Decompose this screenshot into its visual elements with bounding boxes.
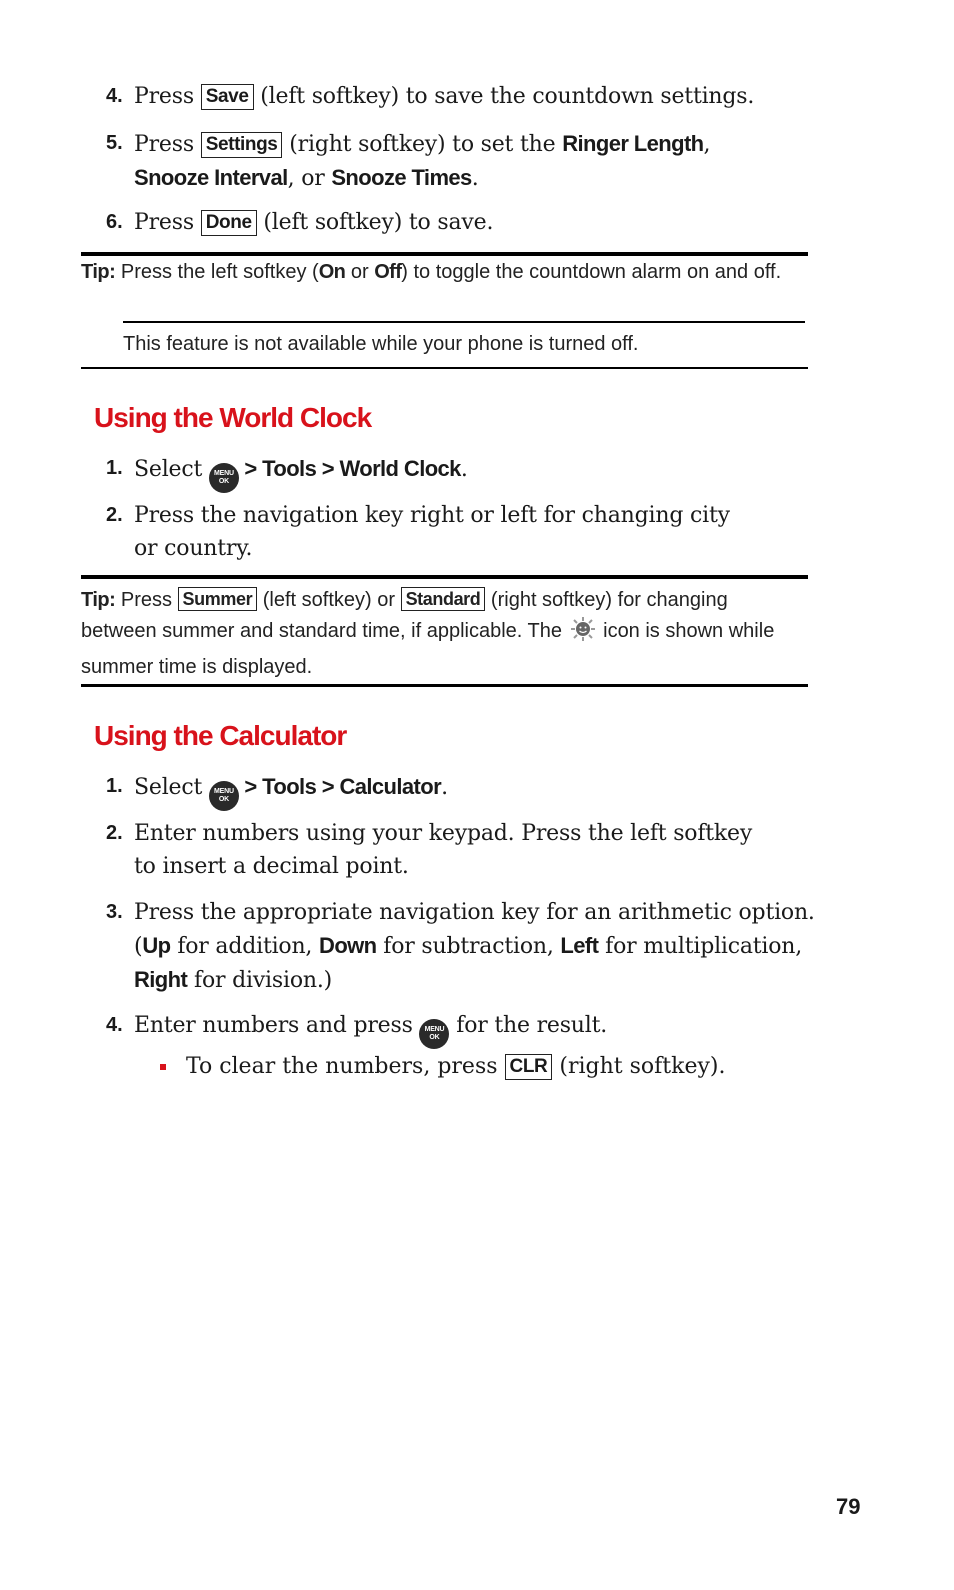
summer-time-sun-icon xyxy=(568,616,598,652)
step-number: 1. xyxy=(106,457,123,479)
calculator-clear-bullet: To clear the numbers, press CLR (right softkey). xyxy=(160,1050,810,1083)
tip-bottom-rule xyxy=(81,367,808,369)
tip-summer-time: Tip: Press Summer (left softkey) or Standard (right softkey) for changing between summer and standard time, if applicable. The icon is shown while summer time is displayed. xyxy=(81,589,775,678)
settings-softkey-label: Settings xyxy=(201,132,283,158)
off-term: Off xyxy=(374,261,402,283)
tip-label: Tip: xyxy=(81,261,116,283)
tip-top-rule xyxy=(81,252,808,256)
down-term: Down xyxy=(319,933,377,958)
step-number: 2. xyxy=(106,504,123,526)
done-softkey-label: Done xyxy=(201,210,257,236)
menu-ok-key-icon: MENU OK xyxy=(209,463,239,493)
step-4-save: 4. Press Save (left softkey) to save the countdown settings. xyxy=(106,80,826,113)
calculator-step-2: 2. Enter numbers using your keypad. Press the left softkey to insert a decimal point. xyxy=(106,817,826,883)
summer-softkey-label: Summer xyxy=(178,587,258,611)
world-clock-step-2: 2. Press the navigation key right or left for changing city or country. xyxy=(106,499,826,565)
heading-world-clock: Using the World Clock xyxy=(94,402,372,433)
snooze-times-term: Snooze Times xyxy=(331,165,472,190)
tip-countdown: Tip: Press the left softkey (On or Off) to toggle the countdown alarm on and off. xyxy=(81,261,782,283)
standard-softkey-label: Standard xyxy=(401,587,486,611)
on-term: On xyxy=(318,261,346,283)
step-number: 5. xyxy=(106,132,123,154)
red-square-bullet-icon xyxy=(160,1064,166,1070)
tip2-top-rule xyxy=(81,575,808,579)
up-term: Up xyxy=(142,933,171,958)
step-number: 2. xyxy=(106,822,123,844)
tip-note: This feature is not available while your phone is turned off. xyxy=(123,333,639,355)
calculator-step-4: 4. Enter numbers and press MENU OK for the result. xyxy=(106,1009,826,1049)
step-number: 1. xyxy=(106,775,123,797)
world-clock-step-1: 1. Select MENU OK > Tools > World Clock. xyxy=(106,452,826,493)
tip2-bottom-rule xyxy=(81,684,808,687)
right-term: Right xyxy=(134,967,188,992)
tip-label: Tip: xyxy=(81,589,116,611)
step-number: 6. xyxy=(106,211,123,233)
page-number: 79 xyxy=(836,1494,861,1519)
menu-ok-key-icon: MENU OK xyxy=(419,1019,449,1049)
step-5-settings: 5. Press Settings (right softkey) to set the Ringer Length, Snooze Interval, or Snooze Times. xyxy=(106,127,826,195)
calculator-step-1: 1. Select MENU OK > Tools > Calculator. xyxy=(106,770,826,811)
menu-ok-key-icon: MENU OK xyxy=(209,781,239,811)
calculator-step-3: 3. Press the appropriate navigation key for an arithmetic option. (Up for addition, Down for subtraction, Left for multiplication, Right for division.) xyxy=(106,896,826,997)
left-term: Left xyxy=(560,933,599,958)
menu-path: > Tools > Calculator xyxy=(238,774,442,799)
heading-calculator: Using the Calculator xyxy=(94,720,347,751)
ringer-length-term: Ringer Length xyxy=(562,131,704,156)
clr-softkey-label: CLR xyxy=(505,1054,553,1080)
step-number: 3. xyxy=(106,901,123,923)
snooze-interval-term: Snooze Interval xyxy=(134,165,288,190)
save-softkey-label: Save xyxy=(201,84,254,110)
step-6-done: 6. Press Done (left softkey) to save. xyxy=(106,206,826,239)
step-number: 4. xyxy=(106,1014,123,1036)
menu-path: > Tools > World Clock xyxy=(238,456,461,481)
step-number: 4. xyxy=(106,85,123,107)
tip-divider xyxy=(123,321,805,323)
